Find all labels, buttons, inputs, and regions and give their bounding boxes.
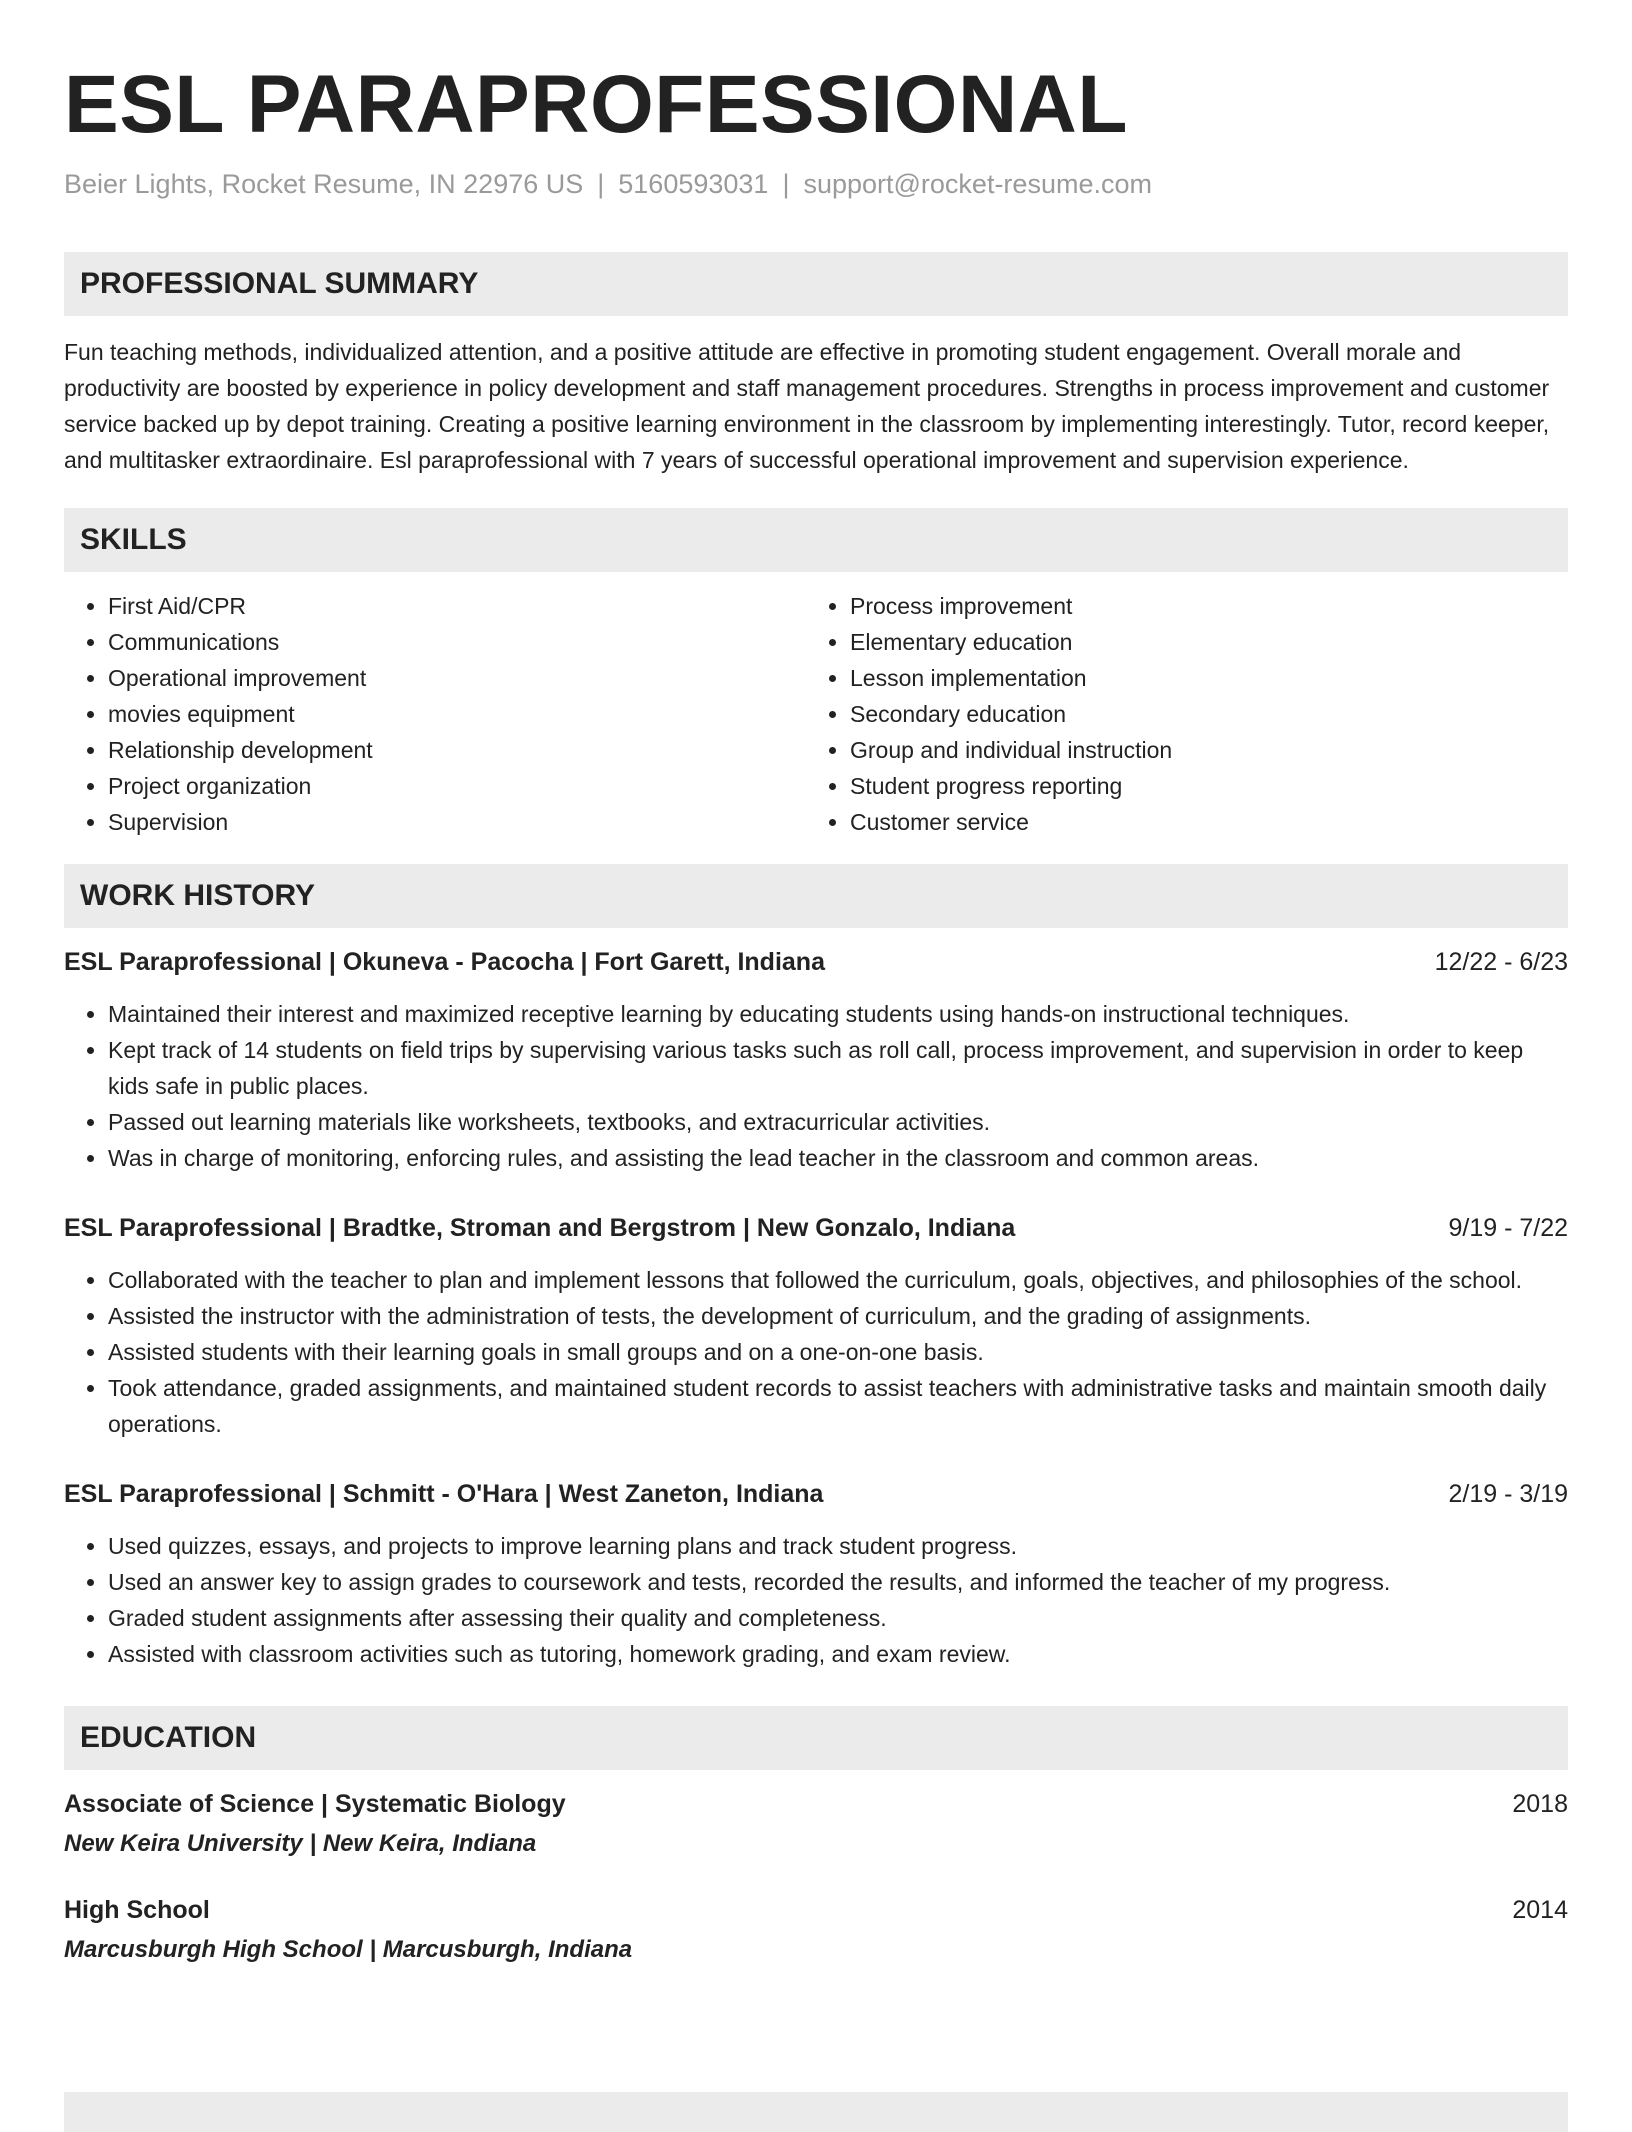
skill-item: • Customer service: [850, 804, 1548, 840]
skill-item: • Supervision: [108, 804, 806, 840]
education-year: 2014: [1512, 1896, 1568, 1924]
skill-item: • First Aid/CPR: [108, 588, 806, 624]
skill-item: • Secondary education: [850, 696, 1548, 732]
job-bullets: [64, 1528, 1568, 1672]
job-bullet: • Graded student assignments after assessing their quality and completeness.: [108, 1600, 1568, 1636]
education-heading: EDUCATION: [64, 1706, 1568, 1770]
education-entry: [64, 1786, 1568, 1862]
job-entry: [64, 1476, 1568, 1672]
skill-item: • movies equipment: [108, 696, 806, 732]
job-entry: [64, 1210, 1568, 1442]
skill-item: • Group and individual instruction: [850, 732, 1548, 768]
job-entry: [64, 944, 1568, 1176]
skills-column-right: [806, 588, 1548, 840]
contact-email[interactable]: support@rocket-resume.com: [803, 169, 1152, 199]
education-degree: Associate of Science | Systematic Biology: [64, 1790, 566, 1818]
skills-column-left: [64, 588, 806, 840]
skill-item: • Process improvement: [850, 588, 1548, 624]
education-school: Marcusburgh High School | Marcusburgh, Indiana: [64, 1936, 633, 1963]
job-bullet: • Assisted with classroom activities such as tutoring, homework grading, and exam review.: [108, 1636, 1568, 1672]
job-bullet: • Assisted the instructor with the administration of tests, the development of curriculum, and the grading of assignments.: [108, 1298, 1568, 1334]
work-heading: WORK HISTORY: [64, 864, 1568, 928]
resume-page: [64, 0, 1568, 1968]
education-year: 2018: [1512, 1790, 1568, 1818]
job-header: [64, 1210, 1568, 1246]
education-header: [64, 1786, 1568, 1822]
job-bullet: • Collaborated with the teacher to plan and implement lessons that followed the curriculum, goals, objectives, and philosophies of the school.: [108, 1262, 1568, 1298]
job-bullets: [64, 996, 1568, 1176]
skill-item: • Student progress reporting: [850, 768, 1548, 804]
job-bullet: • Assisted students with their learning goals in small groups and on a one-on-one basis.: [108, 1334, 1568, 1370]
job-bullet: • Passed out learning materials like worksheets, textbooks, and extracurricular activities.: [108, 1104, 1568, 1140]
skills-heading: SKILLS: [64, 508, 1568, 572]
job-header: [64, 944, 1568, 980]
job-bullet: • Maintained their interest and maximized receptive learning by educating students using hands-on instructional techniques.: [108, 996, 1568, 1032]
summary-text: Fun teaching methods, individualized attention, and a positive attitude are effective in promoting student engagement. Overall morale and productivity are boosted by experience in policy development and staff management procedures. Strengths in process improvement and customer service backed up by depot training. Creating a positive learning environment in the classroom by implementing interestingly. Tutor, record keeper, and multitasker extraordinaire. Esl paraprofessional with 7 years of successful operational improvement and supervision experience.: [64, 339, 1550, 473]
job-header: [64, 1476, 1568, 1512]
job-title: ESL Paraprofessional | Okuneva - Pacocha | Fort Garett, Indiana: [64, 948, 825, 976]
job-bullet: • Used quizzes, essays, and projects to improve learning plans and track student progress.: [108, 1528, 1568, 1564]
job-title: ESL Paraprofessional | Bradtke, Stroman and Bergstrom | New Gonzalo, Indiana: [64, 1214, 1016, 1242]
summary-heading: PROFESSIONAL SUMMARY: [64, 252, 1568, 316]
skill-item: • Project organization: [108, 768, 806, 804]
skill-item: • Communications: [108, 624, 806, 660]
skill-item: • Operational improvement: [108, 660, 806, 696]
contact-separator: |: [782, 169, 790, 199]
skill-item: • Relationship development: [108, 732, 806, 768]
job-bullet: • Was in charge of monitoring, enforcing rules, and assisting the lead teacher in the classroom and common areas.: [108, 1140, 1568, 1176]
skill-item: • Lesson implementation: [850, 660, 1548, 696]
job-dates: 9/19 - 7/22: [1448, 1214, 1568, 1242]
job-bullet: • Kept track of 14 students on field trips by supervising various tasks such as roll call, process improvement, and supervision in order to keep kids safe in public places.: [108, 1032, 1568, 1104]
job-bullet: • Used an answer key to assign grades to coursework and tests, recorded the results, and informed the teacher of my progress.: [108, 1564, 1568, 1600]
job-bullets: [64, 1262, 1568, 1442]
contact-phone: 5160593031: [618, 169, 769, 199]
education-school: New Keira University | New Keira, Indiana: [64, 1830, 537, 1857]
job-title: ESL Paraprofessional | Schmitt - O'Hara | West Zaneton, Indiana: [64, 1480, 824, 1508]
next-section-heading-bar: [64, 2092, 1568, 2132]
job-bullet: • Took attendance, graded assignments, and maintained student records to assist teachers with administrative tasks and maintain smooth daily operations.: [108, 1370, 1568, 1442]
resume-name: ESL PARAPROFESSIONAL: [64, 59, 1128, 150]
contact-separator: |: [597, 169, 605, 199]
education-entry: [64, 1892, 1568, 1968]
skill-item: • Elementary education: [850, 624, 1548, 660]
education-degree: High School: [64, 1896, 210, 1924]
contact-address: Beier Lights, Rocket Resume, IN 22976 US: [64, 169, 584, 199]
contact-line: [64, 166, 1568, 202]
education-header: [64, 1892, 1568, 1928]
job-dates: 2/19 - 3/19: [1448, 1480, 1568, 1508]
skills-list: [64, 588, 1568, 840]
job-dates: 12/22 - 6/23: [1434, 948, 1568, 976]
